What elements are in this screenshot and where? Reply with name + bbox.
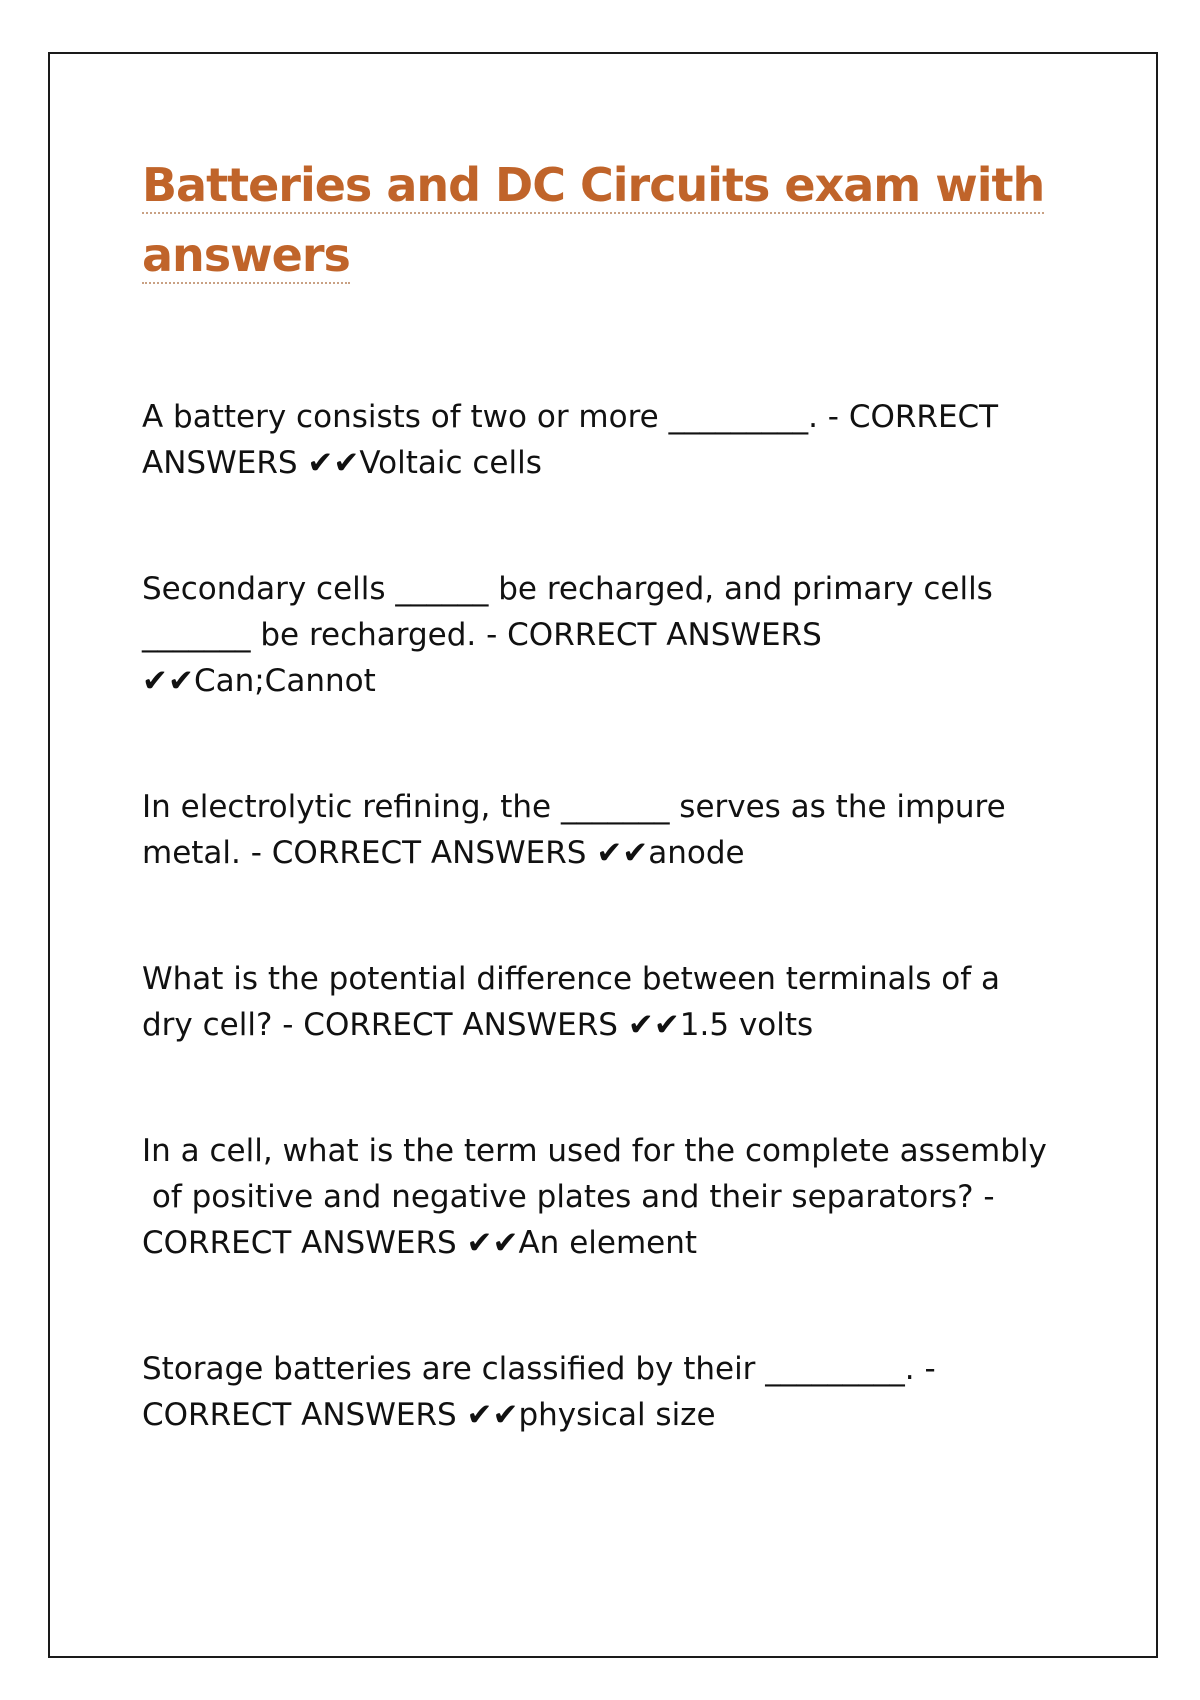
question-item xyxy=(142,784,1122,876)
question-text-line: CORRECT ANSWERS ✔✔physical size xyxy=(142,1397,716,1433)
question-text-line: metal. - CORRECT ANSWERS ✔✔anode xyxy=(142,835,745,871)
question-text-line: dry cell? - CORRECT ANSWERS ✔✔1.5 volts xyxy=(142,1007,814,1043)
question-text-line: ANSWERS ✔✔Voltaic cells xyxy=(142,445,542,481)
question-text-line: CORRECT ANSWERS ✔✔An element xyxy=(142,1225,698,1261)
question-text-line: Storage batteries are classified by their _________. - xyxy=(142,1351,936,1387)
question-text-line: In electrolytic refining, the _______ serves as the impure xyxy=(142,789,1006,825)
question-item xyxy=(142,956,1122,1048)
question-text-line: A battery consists of two or more _________. - CORRECT xyxy=(142,399,999,435)
document-title xyxy=(142,150,1122,290)
question-text-line: _______ be recharged. - CORRECT ANSWERS xyxy=(142,617,822,653)
question-item xyxy=(142,566,1122,704)
document-page xyxy=(48,52,1158,1658)
question-text-line: of positive and negative plates and their separators? - xyxy=(142,1179,995,1215)
document-content xyxy=(142,150,1122,1518)
question-item xyxy=(142,1128,1122,1266)
question-item xyxy=(142,1346,1122,1438)
question-list xyxy=(142,394,1122,1438)
question-item xyxy=(142,394,1122,486)
question-text-line: ✔✔Can;Cannot xyxy=(142,663,376,699)
title-line: Batteries and DC Circuits exam with xyxy=(142,158,1045,212)
question-text-line: What is the potential difference between terminals of a xyxy=(142,961,1001,997)
question-text-line: Secondary cells ______ be recharged, and primary cells xyxy=(142,571,993,607)
title-line: answers xyxy=(142,228,350,282)
question-text-line: In a cell, what is the term used for the complete assembly xyxy=(142,1133,1047,1169)
